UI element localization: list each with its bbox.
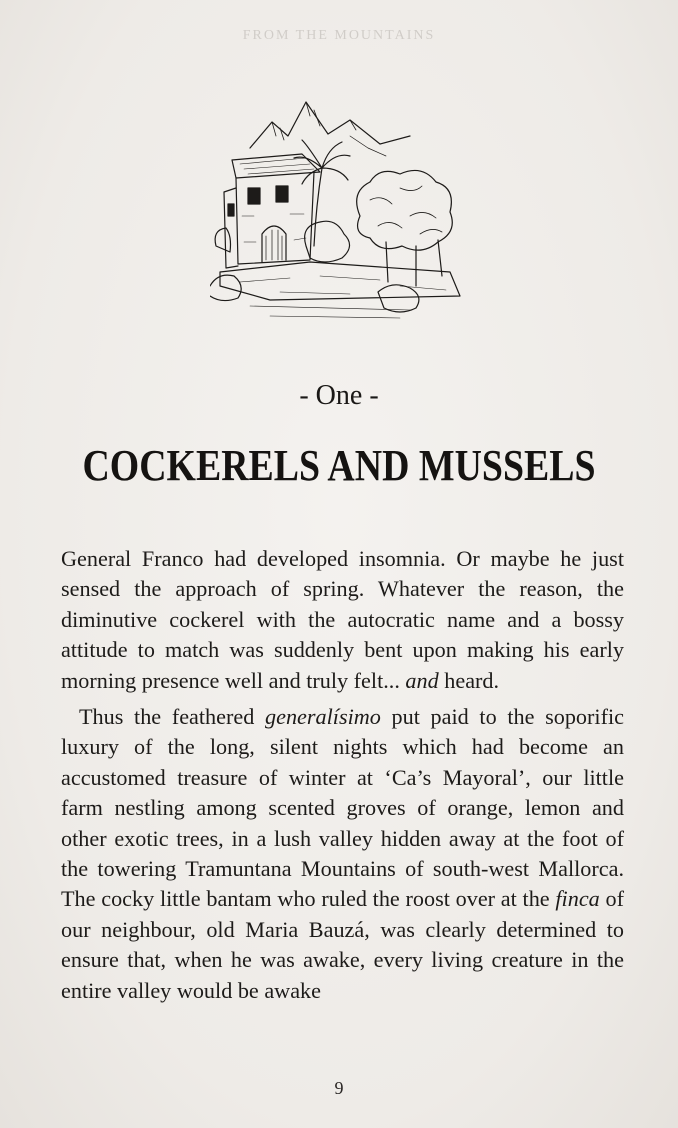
chapter-body <box>61 544 624 1006</box>
chapter-title: COCKERELS AND MUSSELS <box>82 441 596 490</box>
chapter-number: - One - <box>299 380 379 411</box>
text-span: General Franco had developed insomnia. Or maybe he just sensed the approach of spring. Whatever the reason, the diminutive cockerel with the autocratic name and a bossy attitude to match was suddenly bent upon making his early morning presence well and truly felt... <box>61 546 624 693</box>
text-span: Thus the feathered <box>79 704 265 730</box>
farmhouse-illustration <box>210 96 470 328</box>
paragraph-1 <box>61 544 624 696</box>
text-span: of our neighbour, old Maria Bauzá, was clearly determined to ensure that, when he was awake, every living creature in the entire valley would be awake <box>61 886 624 1003</box>
text-span: put paid to the soporific luxury of the long, silent nights which had become an accustomed treasure of winter at ‘Ca’s Mayoral’, our little farm nestling among scented groves of orange, lemon and other exotic trees, in a lush valley hidden away at the foot of the towering Tramuntana Mountains of south-west Mallorca. The cocky little bantam who ruled the roost over at the <box>61 704 624 912</box>
page-number: 9 <box>334 1078 344 1098</box>
text-span-italic: generalísimo <box>265 704 381 730</box>
text-span-italic: finca <box>555 886 600 912</box>
text-span-italic: and <box>405 667 439 693</box>
text-span: heard. <box>438 667 500 693</box>
paragraph-2 <box>61 702 624 1006</box>
running-head: FROM THE MOUNTAINS <box>242 28 436 43</box>
